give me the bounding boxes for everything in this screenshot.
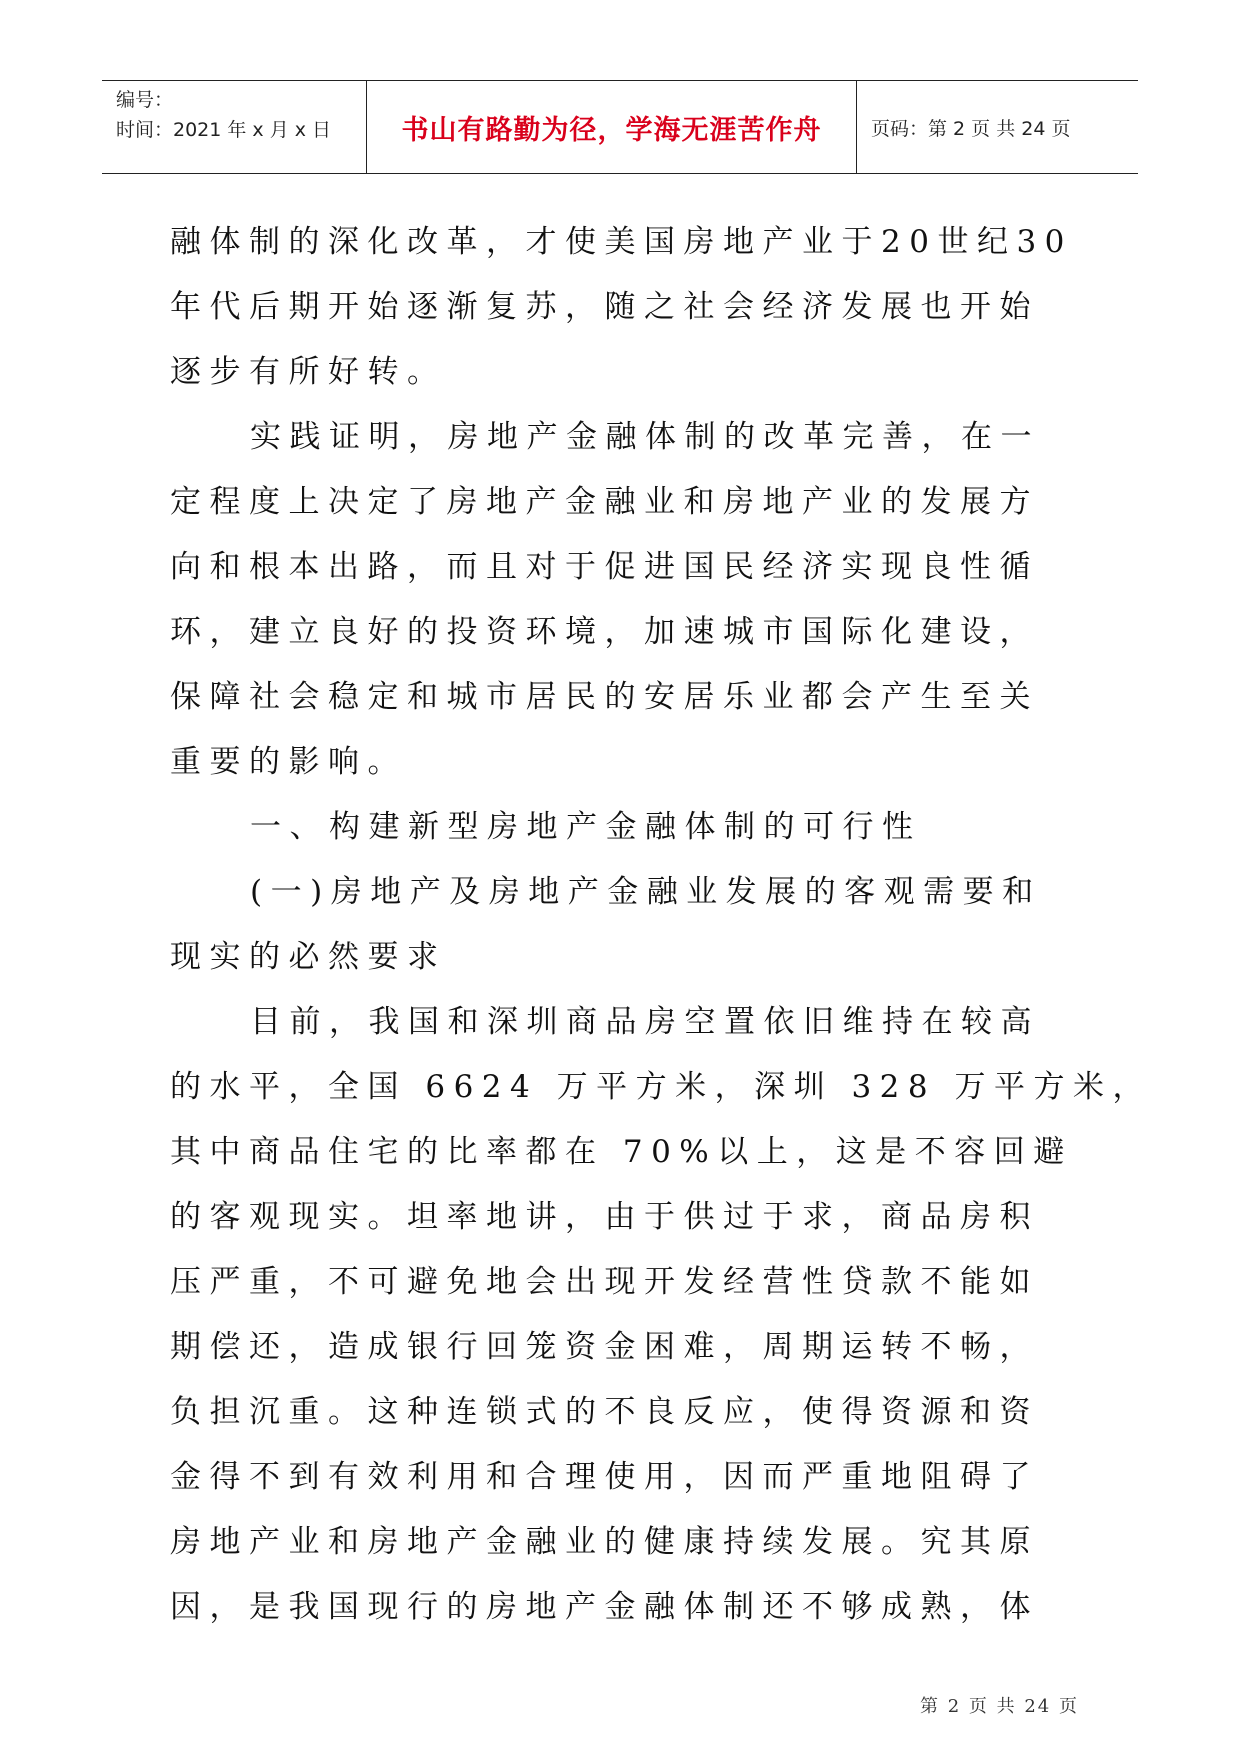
- header-page-cell: [857, 81, 1138, 173]
- body-line: 向和根本出路，而且对于促进国民经济实现良性循: [170, 549, 1039, 585]
- body-line: 其中商品住宅的比率都在 70%以上，这是不容回避: [170, 1134, 1073, 1170]
- document-date-label: 时间：2021 年 x 月 x 日: [116, 119, 332, 141]
- page-footer: 第 2 页 共 24 页: [920, 1696, 1079, 1717]
- body-line: 因，是我国现行的房地产金融体制还不够成熟，体: [170, 1589, 1039, 1625]
- body-line: 定程度上决定了房地产金融业和房地产业的发展方: [170, 484, 1039, 520]
- body-line: 压严重，不可避免地会出现开发经营性贷款不能如: [170, 1264, 1039, 1300]
- subsection-heading-continued: 现实的必然要求: [170, 939, 447, 975]
- body-line: 逐步有所好转。: [170, 354, 447, 390]
- body-line: 目前，我国和深圳商品房空置依旧维持在较高: [250, 1004, 1040, 1040]
- header-motto: 书山有路勤为径，学海无涯苦作舟: [401, 114, 822, 146]
- header-page-info: 页码：第 2 页 共 24 页: [871, 117, 1071, 140]
- header-motto-cell: [367, 81, 857, 173]
- body-line: 的水平，全国 6624 万平方米，深圳 328 万平方米，: [170, 1069, 1152, 1105]
- body-line: 金得不到有效利用和合理使用，因而严重地阻碍了: [170, 1459, 1039, 1495]
- body-line: 融体制的深化改革，才使美国房地产业于20世纪30: [170, 224, 1073, 260]
- body-line: 期偿还，造成银行回笼资金困难，周期运转不畅，: [170, 1329, 1039, 1365]
- body-line: 的客观现实。坦率地讲，由于供过于求，商品房积: [170, 1199, 1039, 1235]
- section-heading: 一、构建新型房地产金融体制的可行性: [250, 809, 922, 845]
- document-body: [170, 210, 1152, 1640]
- body-line: 房地产业和房地产金融业的健康持续发展。究其原: [170, 1524, 1039, 1560]
- document-number-label: 编号：: [116, 89, 174, 111]
- page-header: [102, 80, 1138, 174]
- subsection-heading: (一)房地产及房地产金融业发展的客观需要和: [250, 874, 1042, 910]
- body-line: 年代后期开始逐渐复苏，随之社会经济发展也开始: [170, 289, 1039, 325]
- body-line: 重要的影响。: [170, 744, 407, 780]
- header-meta-cell: [102, 81, 367, 173]
- body-line: 保障社会稳定和城市居民的安居乐业都会产生至关: [170, 679, 1039, 715]
- body-line: 负担沉重。这种连锁式的不良反应，使得资源和资: [170, 1394, 1039, 1430]
- body-line: 实践证明，房地产金融体制的改革完善，在一: [250, 419, 1040, 455]
- body-line: 环，建立良好的投资环境，加速城市国际化建设，: [170, 614, 1039, 650]
